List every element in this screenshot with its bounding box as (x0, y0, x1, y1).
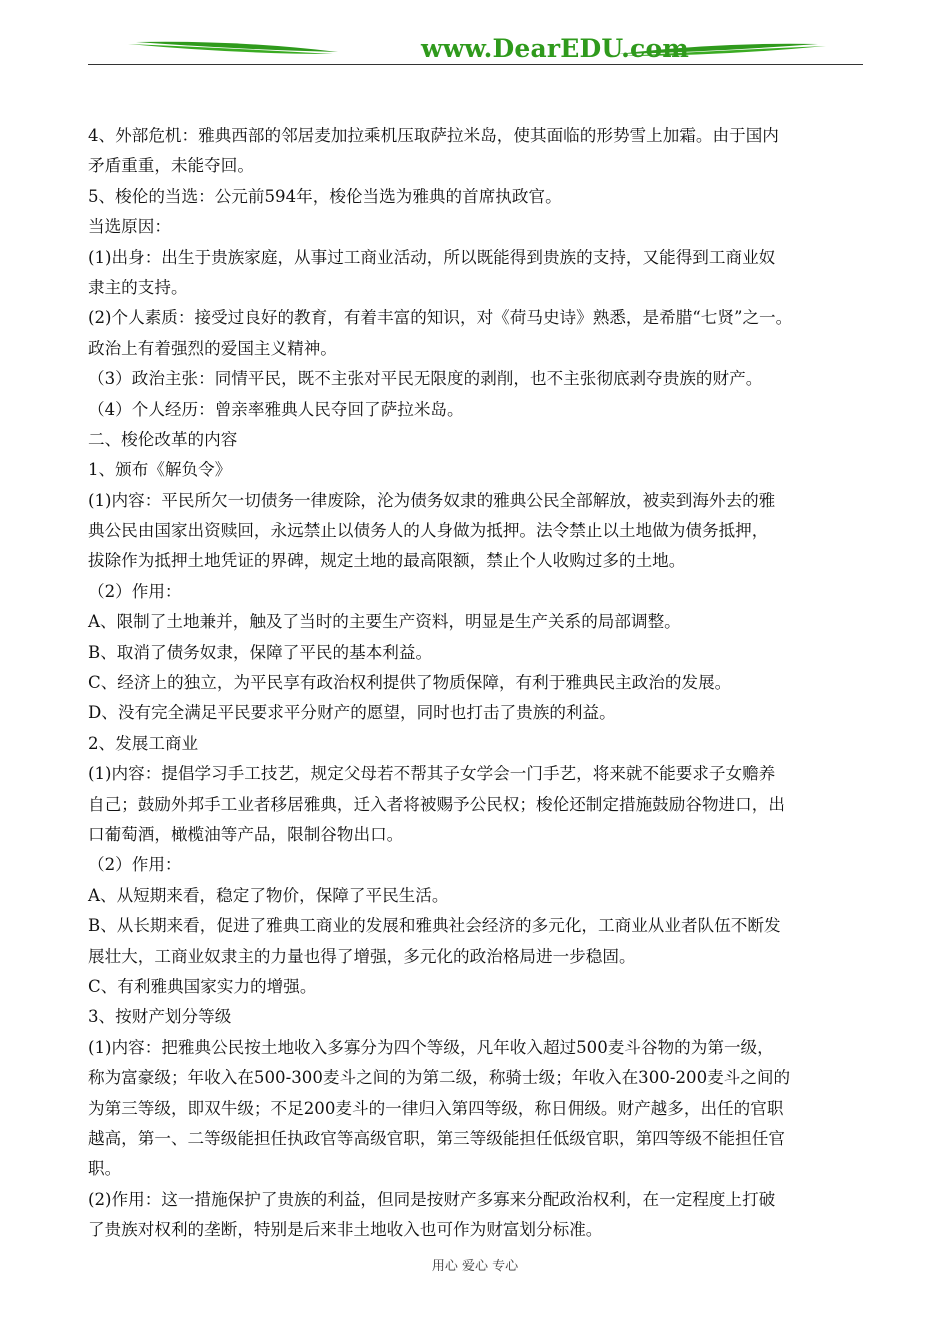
text-line: 称为富豪级；年收入在500-300麦斗之间的为第二级，称骑士级；年收入在300-200麦斗之间的 (88, 1068, 791, 1088)
text-line: (2)作用：这一措施保护了贵族的利益，但同是按财产多寡来分配政治权利，在一定程度上打破 (88, 1189, 776, 1209)
text-line: 隶主的支持。 (88, 277, 188, 297)
page-header (88, 30, 863, 72)
text-line: 当选原因： (88, 217, 171, 237)
text-line: 矛盾重重，未能夺回。 (88, 156, 254, 176)
text-line: 典公民由国家出资赎回，永远禁止以债务人的人身做为抵押。法令禁止以土地做为债务抵押， (88, 521, 769, 541)
text-line: 展壮大，工商业奴隶主的力量也得了增强，多元化的政治格局进一步稳固。 (88, 946, 636, 966)
text-line: 政治上有着强烈的爱国主义精神。 (88, 338, 337, 358)
text-line: D、没有完全满足平民要求平分财产的愿望，同时也打击了贵族的利益。 (88, 703, 616, 723)
text-line: 了贵族对权利的垄断，特别是后来非土地收入也可作为财富划分标准。 (88, 1220, 603, 1240)
text-line: 越高，第一、二等级能担任执政官等高级官职，第三等级能担任低级官职，第四等级不能担任官 (88, 1128, 785, 1148)
section-heading: 二、梭伦改革的内容 (88, 429, 238, 449)
text-line: C、有利雅典国家实力的增强。 (88, 976, 317, 996)
text-line: A、限制了土地兼并，触及了当时的主要生产资料，明显是生产关系的局部调整。 (88, 612, 681, 632)
subsection-heading: 1、颁布《解负令》 (88, 460, 232, 480)
page-footer: 用心 爱心 专心 (431, 1259, 519, 1274)
text-line: 4、外部危机：雅典西部的邻居麦加拉乘机压取萨拉米岛，使其面临的形势雪上加霜。由于国内 (88, 126, 779, 145)
text-line: 为第三等级，即双牛级；不足200麦斗的一律归入第四等级，称日佣级。财产越多，出任的官职 (88, 1098, 784, 1118)
text-line: (2)个人素质：接受过良好的教育，有着丰富的知识，对《荷马史诗》熟悉，是希腊“七贤”之一。 (88, 308, 793, 328)
text-line: （2）作用： (88, 581, 182, 601)
subsection-heading: 3、按财产划分等级 (88, 1007, 232, 1027)
text-line: （4）个人经历：曾亲率雅典人民夺回了萨拉米岛。 (88, 399, 464, 419)
text-line: 自己；鼓励外邦手工业者移居雅典，迁入者将被赐予公民权；梭伦还制定措施鼓励谷物进口，出 (88, 794, 785, 814)
text-line: C、经济上的独立，为平民享有政治权利提供了物质保障，有利于雅典民主政治的发展。 (88, 673, 732, 693)
text-line: 口葡萄酒，橄榄油等产品，限制谷物出口。 (88, 824, 404, 844)
text-line: B、从长期来看，促进了雅典工商业的发展和雅典社会经济的多元化，工商业从业者队伍不断发 (88, 916, 781, 936)
text-line: (1)内容：提倡学习手工技艺，规定父母若不帮其子女学会一门手艺，将来就不能要求子女赡养 (88, 764, 776, 784)
text-line: 拔除作为抵押土地凭证的界碑，规定土地的最高限额，禁止个人收购过多的土地。 (88, 551, 686, 571)
text-line: (1)内容：平民所欠一切债务一律废除，沦为债务奴隶的雅典公民全部解放，被卖到海外去的雅 (88, 490, 776, 510)
text-line: 5、梭伦的当选：公元前594年，梭伦当选为雅典的首席执政官。 (88, 186, 562, 206)
document-body (88, 121, 873, 1245)
text-line: (1)内容：把雅典公民按土地收入多寡分为四个等级，凡年收入超过500麦斗谷物的为第一级， (88, 1037, 774, 1057)
text-line: 职。 (88, 1159, 122, 1179)
text-line: A、从短期来看，稳定了物价，保障了平民生活。 (88, 885, 449, 905)
text-line: （2）作用： (88, 855, 182, 875)
text-line: （3）政治主张：同情平民，既不主张对平民无限度的剥削，也不主张彻底剥夺贵族的财产。 (88, 369, 763, 389)
text-line: (1)出身：出生于贵族家庭，从事过工商业活动，所以既能得到贵族的支持，又能得到工商业奴 (88, 247, 776, 267)
header-divider (88, 64, 863, 65)
text-line: B、取消了债务奴隶，保障了平民的基本利益。 (88, 642, 433, 662)
site-logo: www.DearEDU.com (420, 34, 689, 63)
subsection-heading: 2、发展工商业 (88, 733, 199, 753)
